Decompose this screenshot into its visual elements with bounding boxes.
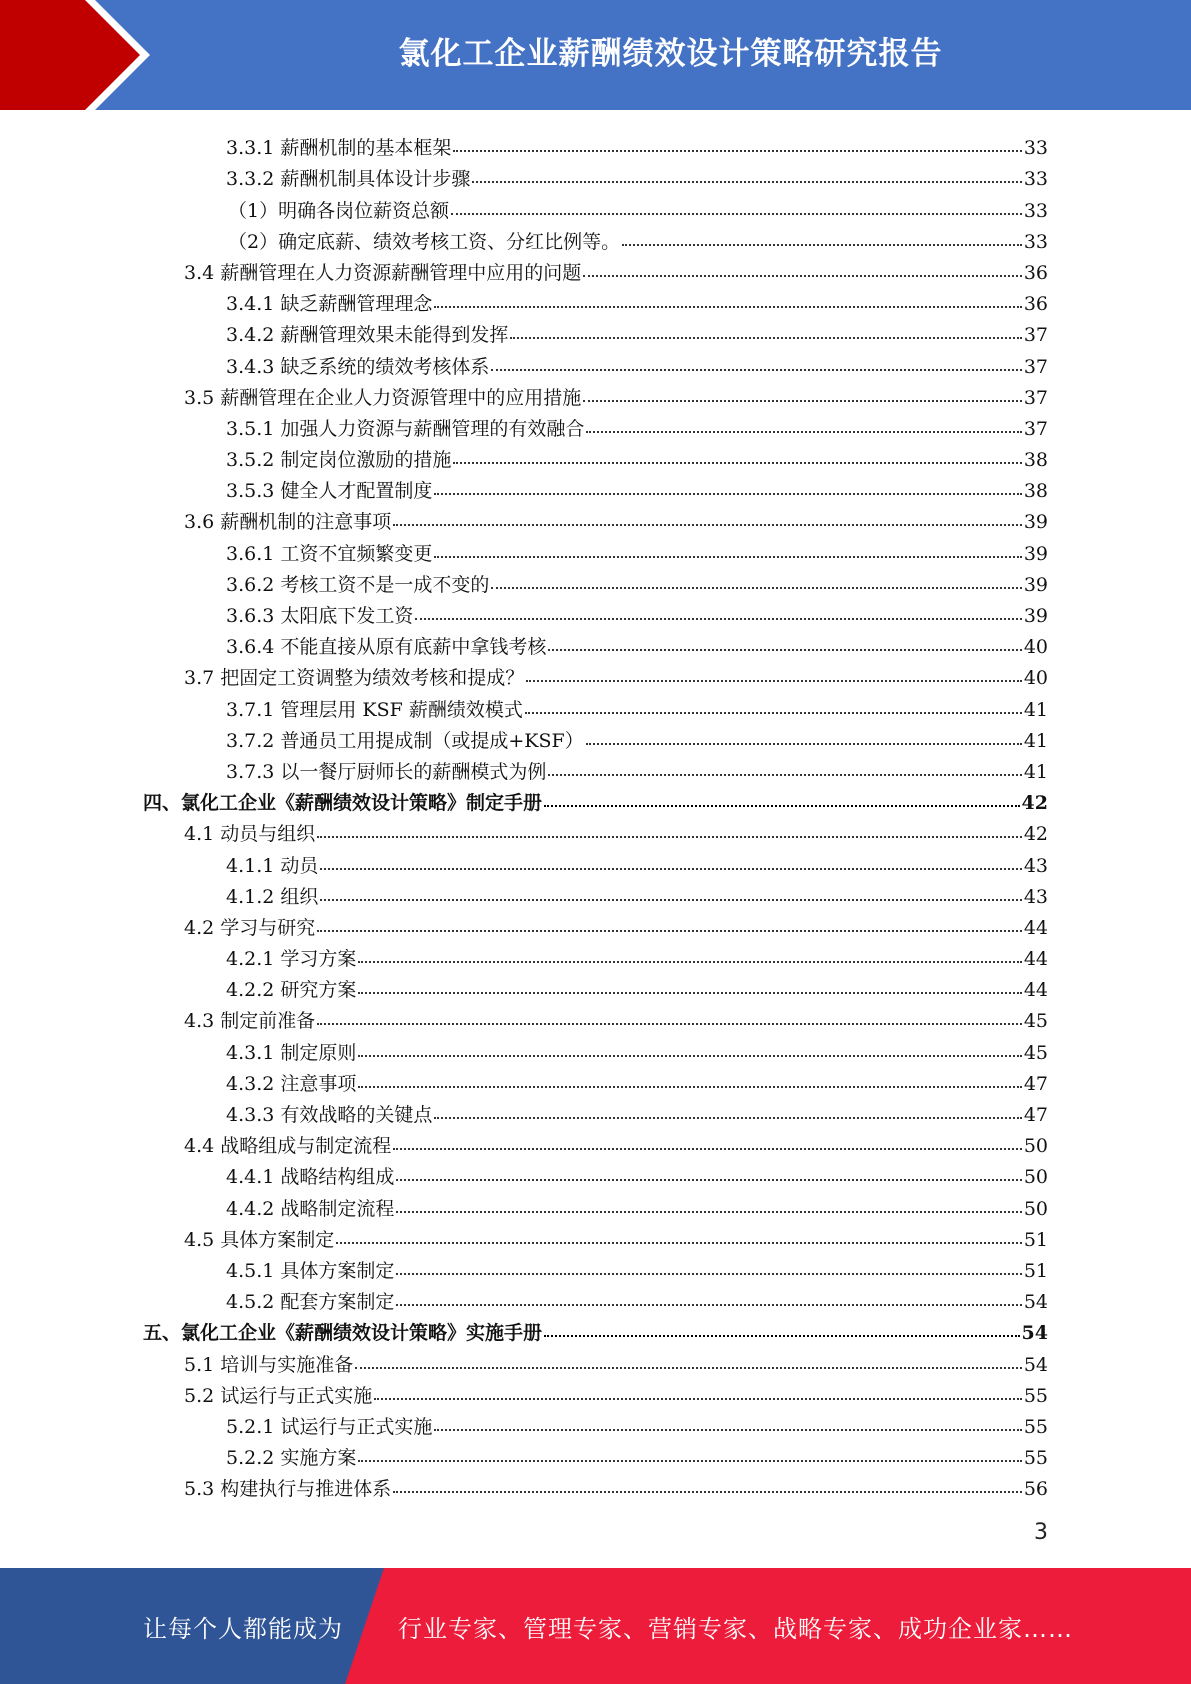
toc-entry-page: 43 <box>1023 885 1048 908</box>
toc-entry[interactable] <box>0 1345 1191 1376</box>
toc-leader-dots <box>317 930 1022 932</box>
toc-entry[interactable] <box>0 191 1191 222</box>
toc-leader-dots <box>491 587 1021 589</box>
toc-entry-label: 4.4.2 战略制定流程 <box>226 1197 395 1220</box>
toc-entry-label: 3.7 把固定工资调整为绩效考核和提成？ <box>184 667 525 690</box>
page-footer <box>0 1568 1191 1684</box>
toc-leader-dots <box>355 1367 1022 1369</box>
toc-entry-label: 3.6.3 太阳底下发工资 <box>226 605 414 627</box>
toc-leader-dots <box>583 400 1022 402</box>
toc-entry-label: 4.1.2 组织 <box>226 885 319 908</box>
toc-entry-label: 4.5.2 配套方案制定 <box>226 1291 395 1314</box>
toc-entry-page: 50 <box>1023 1166 1048 1189</box>
toc-leader-dots <box>336 1242 1022 1244</box>
toc-leader-dots <box>358 1055 1021 1057</box>
toc-entry[interactable] <box>0 690 1191 721</box>
toc-leader-dots <box>393 1148 1022 1150</box>
toc-entry[interactable] <box>0 753 1191 784</box>
toc-leader-dots <box>396 1179 1021 1181</box>
toc-entry[interactable] <box>0 971 1191 1002</box>
toc-entry-label: 3.4.3 缺乏系统的绩效考核体系 <box>226 355 490 378</box>
toc-entry[interactable] <box>0 909 1191 940</box>
toc-entry[interactable] <box>0 1189 1191 1220</box>
toc-entry-label: 3.5 薪酬管理在企业人力资源管理中的应用措施 <box>184 386 582 409</box>
toc-entry-label: 3.6 薪酬机制的注意事项 <box>184 511 392 534</box>
toc-entry-page: 42 <box>1021 792 1048 815</box>
toc-entry-page: 39 <box>1023 573 1048 596</box>
toc-leader-dots <box>320 899 1021 901</box>
toc-entry-page: 54 <box>1023 1291 1048 1314</box>
toc-entry-label: 3.4.2 薪酬管理效果未能得到发挥 <box>226 324 509 347</box>
toc-entry-label: 5.2 试运行与正式实施 <box>184 1384 373 1407</box>
toc-entry[interactable] <box>0 472 1191 503</box>
toc-entry-label: 3.4 薪酬管理在人力资源薪酬管理中应用的问题 <box>184 261 582 284</box>
toc-entry[interactable] <box>0 1127 1191 1158</box>
toc-entry[interactable] <box>0 815 1191 846</box>
toc-entry-page: 50 <box>1023 1197 1048 1220</box>
toc-entry[interactable] <box>0 1002 1191 1033</box>
toc-entry-page: 54 <box>1021 1322 1048 1345</box>
toc-entry-page: 42 <box>1023 823 1048 846</box>
toc-leader-dots <box>472 181 1021 183</box>
toc-entry-label: 3.6.4 不能直接从原有底薪中拿钱考核 <box>226 636 547 659</box>
toc-leader-dots <box>434 306 1021 308</box>
toc-entry-page: 40 <box>1023 636 1048 659</box>
toc-leader-dots <box>358 961 1021 963</box>
toc-entry-label: （2）确定底薪、绩效考核工资、分红比例等。 <box>228 230 621 253</box>
toc-entry[interactable] <box>0 1065 1191 1096</box>
toc-leader-dots <box>434 493 1021 495</box>
toc-entry[interactable] <box>0 254 1191 285</box>
toc-entry[interactable] <box>0 722 1191 753</box>
toc-entry-label: 4.2 学习与研究 <box>184 916 316 939</box>
toc-entry-page: 41 <box>1023 760 1048 783</box>
toc-leader-dots <box>491 369 1021 371</box>
toc-entry-page: 38 <box>1023 449 1048 472</box>
toc-leader-dots <box>583 275 1022 277</box>
toc-entry[interactable] <box>0 223 1191 254</box>
toc-leader-dots <box>396 1304 1021 1306</box>
toc-entry-page: 54 <box>1023 1353 1048 1376</box>
toc-entry-page: 43 <box>1023 854 1048 877</box>
toc-entry[interactable] <box>0 347 1191 378</box>
toc-entry-label: 3.4.1 缺乏薪酬管理理念 <box>226 293 433 316</box>
toc-entry-page: 38 <box>1023 480 1048 503</box>
toc-entry-page: 45 <box>1023 1010 1048 1033</box>
toc-entry-page: 39 <box>1023 542 1048 565</box>
toc-entry[interactable] <box>0 129 1191 160</box>
toc-entry-page: 37 <box>1023 324 1048 347</box>
toc-leader-dots <box>586 743 1022 745</box>
toc-entry-page: 37 <box>1023 386 1048 409</box>
toc-entry[interactable] <box>0 628 1191 659</box>
toc-leader-dots <box>358 1086 1021 1088</box>
toc-entry-page: 33 <box>1023 137 1048 160</box>
toc-entry[interactable] <box>0 1377 1191 1408</box>
toc-entry-page: 36 <box>1023 293 1048 316</box>
toc-entry-label: 5.3 构建执行与推进体系 <box>184 1478 392 1501</box>
toc-entry-page: 33 <box>1023 168 1048 191</box>
toc-leader-dots <box>453 462 1021 464</box>
toc-entry-label: 3.6.2 考核工资不是一成不变的 <box>226 573 490 596</box>
toc-leader-dots <box>548 649 1021 651</box>
toc-entry[interactable] <box>0 441 1191 472</box>
toc-entry-page: 47 <box>1023 1072 1048 1095</box>
toc-entry[interactable] <box>0 1314 1191 1345</box>
toc-entry[interactable] <box>0 534 1191 565</box>
toc-entry-page: 47 <box>1023 1104 1048 1126</box>
toc-entry-label: 4.4 战略组成与制定流程 <box>184 1135 392 1158</box>
toc-entry-label: 4.5 具体方案制定 <box>184 1228 335 1251</box>
toc-entry-label: 3.6.1 工资不宜频繁变更 <box>226 542 433 565</box>
toc-entry-label: 3.7.2 普通员工用提成制（或提成+KSF） <box>226 729 584 752</box>
toc-entry-page: 55 <box>1023 1384 1048 1407</box>
toc-entry[interactable] <box>0 410 1191 441</box>
toc-entry[interactable] <box>0 1158 1191 1189</box>
toc-entry[interactable] <box>0 784 1191 815</box>
toc-entry-page: 50 <box>1023 1135 1048 1158</box>
toc-entry-label: 3.7.3 以一餐厅厨师长的薪酬模式为例 <box>226 760 547 783</box>
toc-leader-dots <box>415 618 1021 620</box>
toc-entry[interactable] <box>0 1033 1191 1064</box>
toc-leader-dots <box>374 1398 1022 1400</box>
toc-entry-page: 51 <box>1023 1259 1048 1282</box>
toc-entry[interactable] <box>0 379 1191 410</box>
toc-entry[interactable] <box>0 160 1191 191</box>
toc-entry-label: 4.3 制定前准备 <box>184 1010 316 1033</box>
toc-entry-label: 四、氯化工企业《薪酬绩效设计策略》制定手册 <box>143 792 543 815</box>
toc-entry-page: 37 <box>1023 355 1048 378</box>
toc-leader-dots <box>544 805 1020 807</box>
toc-entry-page: 51 <box>1023 1228 1048 1251</box>
toc-entry[interactable] <box>0 503 1191 534</box>
toc-entry[interactable] <box>0 1408 1191 1439</box>
toc-leader-dots <box>393 524 1022 526</box>
toc-leader-dots <box>396 1211 1021 1213</box>
toc-entry-label: （1）明确各岗位薪资总额 <box>228 199 450 222</box>
toc-entry-page: 37 <box>1023 417 1048 440</box>
toc-entry-label: 4.3.1 制定原则 <box>226 1041 357 1064</box>
toc-entry-page: 55 <box>1023 1415 1048 1438</box>
toc-entry-page: 39 <box>1023 605 1048 627</box>
toc-entry-label: 3.3.1 薪酬机制的基本框架 <box>226 137 452 160</box>
toc-entry-page: 44 <box>1023 948 1048 971</box>
toc-entry[interactable] <box>0 878 1191 909</box>
toc-leader-dots <box>510 337 1021 339</box>
toc-leader-dots <box>434 556 1021 558</box>
toc-leader-dots <box>393 1491 1022 1493</box>
report-title: 氯化工企业薪酬绩效设计策略研究报告 <box>398 35 943 72</box>
toc-entry-page: 41 <box>1023 729 1048 752</box>
toc-entry[interactable] <box>0 1439 1191 1470</box>
toc-entry-label: 4.2.2 研究方案 <box>226 979 357 1002</box>
toc-entry-page: 33 <box>1023 199 1048 222</box>
toc-leader-dots <box>586 431 1021 433</box>
toc-entry[interactable] <box>0 940 1191 971</box>
toc-leader-dots <box>622 244 1022 246</box>
header-chevron-arrow <box>0 0 140 110</box>
page-number: 3 <box>1034 1520 1048 1545</box>
toc-entry[interactable] <box>0 566 1191 597</box>
toc-entry-page: 44 <box>1023 979 1048 1002</box>
toc-leader-dots <box>548 774 1021 776</box>
toc-entry-label: 4.3.3 有效战略的关键点 <box>226 1104 433 1126</box>
toc-entry-label: 4.2.1 学习方案 <box>226 948 357 971</box>
toc-leader-dots <box>434 1117 1021 1119</box>
toc-leader-dots <box>525 712 1022 714</box>
toc-entry-page: 55 <box>1023 1447 1048 1470</box>
toc-entry-label: 4.3.2 注意事项 <box>226 1072 357 1095</box>
toc-entry-page: 44 <box>1023 916 1048 939</box>
toc-leader-dots <box>317 836 1022 838</box>
toc-entry-page: 36 <box>1023 261 1048 284</box>
toc-entry-page: 40 <box>1023 667 1048 690</box>
toc-entry[interactable] <box>0 597 1191 628</box>
page-header <box>0 0 1191 110</box>
toc-leader-dots <box>526 680 1022 682</box>
toc-entry-label: 4.4.1 战略结构组成 <box>226 1166 395 1189</box>
toc-leader-dots <box>396 1273 1021 1275</box>
toc-leader-dots <box>317 1023 1022 1025</box>
toc-entry-label: 5.2.2 实施方案 <box>226 1447 357 1470</box>
toc-entry[interactable] <box>0 1221 1191 1252</box>
toc-leader-dots <box>453 150 1021 152</box>
toc-entry-label: 3.7.1 管理层用 KSF 薪酬绩效模式 <box>226 698 523 721</box>
toc-leader-dots <box>434 1429 1021 1431</box>
toc-entry-label: 3.3.2 薪酬机制具体设计步骤 <box>226 168 471 191</box>
toc-entry-label: 3.5.2 制定岗位激励的措施 <box>226 449 452 472</box>
toc-entry[interactable] <box>0 846 1191 877</box>
toc-entry[interactable] <box>0 316 1191 347</box>
toc-entry[interactable] <box>0 1470 1191 1501</box>
toc-entry-label: 五、氯化工企业《薪酬绩效设计策略》实施手册 <box>143 1322 543 1345</box>
toc-leader-dots <box>451 213 1022 215</box>
toc-leader-dots <box>358 992 1021 994</box>
toc-entry-page: 56 <box>1023 1478 1048 1501</box>
toc-entry[interactable] <box>0 659 1191 690</box>
toc-entry-label: 4.1 动员与组织 <box>184 823 316 846</box>
toc-entry-label: 4.5.1 具体方案制定 <box>226 1259 395 1282</box>
toc-entry-label: 4.1.1 动员 <box>226 854 319 877</box>
toc-entry-label: 5.2.1 试运行与正式实施 <box>226 1415 433 1438</box>
toc-leader-dots <box>320 868 1021 870</box>
table-of-contents <box>0 129 1191 1501</box>
toc-leader-dots <box>544 1335 1020 1337</box>
toc-entry[interactable] <box>0 1252 1191 1283</box>
toc-entry-page: 33 <box>1023 230 1048 253</box>
toc-entry-label: 3.5.3 健全人才配置制度 <box>226 480 433 503</box>
toc-entry-page: 39 <box>1023 511 1048 534</box>
toc-entry[interactable] <box>0 1283 1191 1314</box>
toc-entry[interactable] <box>0 285 1191 316</box>
toc-entry-label: 5.1 培训与实施准备 <box>184 1353 354 1376</box>
toc-entry-label: 3.5.1 加强人力资源与薪酬管理的有效融合 <box>226 417 585 440</box>
toc-entry-page: 45 <box>1023 1041 1048 1064</box>
toc-entry[interactable] <box>0 1096 1191 1127</box>
footer-slogan-right: 行业专家、管理专家、营销专家、战略专家、成功企业家…… <box>398 1614 1073 1643</box>
toc-entry-page: 41 <box>1023 698 1048 721</box>
toc-leader-dots <box>358 1460 1021 1462</box>
footer-slogan-left: 让每个人都能成为 <box>143 1614 343 1643</box>
